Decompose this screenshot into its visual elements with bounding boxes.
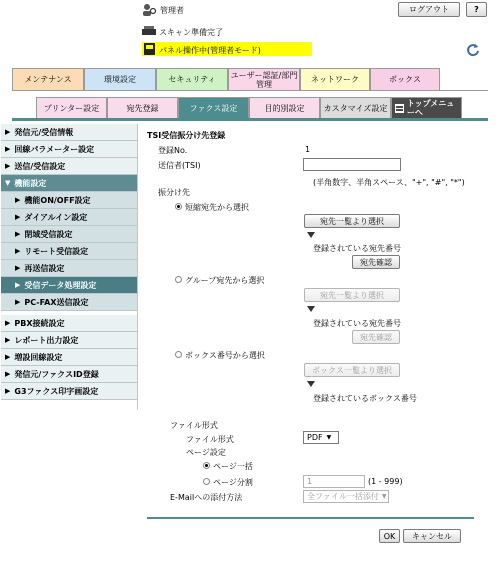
tab-fax-settings[interactable]: ファクス設定 [178, 97, 249, 118]
sender-hint: (半角数字、半角スペース、"+", "#", "*") [313, 178, 465, 187]
registered-group-label: 登録されている宛先番号 [313, 319, 401, 328]
tab-printer-settings[interactable]: プリンター設定 [36, 97, 107, 118]
tab-top-menu[interactable]: トップメニューへ [391, 97, 462, 118]
radio-page-all[interactable] [203, 462, 210, 469]
sidebar-item-resend[interactable]: ▶ 再送信設定 [1, 260, 137, 277]
tab-maintenance[interactable]: メンテナンス [12, 68, 84, 90]
refresh-icon[interactable] [466, 43, 480, 57]
logout-button[interactable]: ログアウト [398, 2, 460, 17]
arrow-right-icon: ▶ [5, 319, 11, 327]
sidebar-item-extra-line[interactable]: ▶ 増設回線設定 [1, 349, 137, 366]
email-attach-label: E-Mailへの添付方法 [170, 493, 243, 502]
radio-box-number[interactable] [175, 351, 182, 358]
arrow-right-icon: ▶ [15, 213, 21, 221]
tab-network[interactable]: ネットワーク [300, 68, 370, 90]
chevron-down-icon: ▼ [326, 434, 332, 441]
page-split-input[interactable]: 1 [303, 475, 365, 488]
radio-page-split[interactable] [203, 478, 210, 485]
page-split-label: ページ分割 [213, 478, 253, 487]
sidebar-item-function-onoff[interactable]: ▶ 機能ON/OFF設定 [1, 192, 137, 209]
arrow-right-icon: ▶ [15, 298, 21, 306]
arrow-down-icon [307, 381, 315, 387]
arrow-right-icon: ▶ [15, 196, 21, 204]
sidebar-item-closed-rx[interactable]: ▶ 閉域受信設定 [1, 226, 137, 243]
select-group-list-button[interactable]: 宛先一覧より選択 [304, 288, 400, 302]
sidebar-item-g3-print[interactable]: ▶ G3ファクス印字画設定 [1, 383, 137, 400]
arrow-right-icon: ▶ [5, 387, 11, 395]
file-format-select[interactable]: PDF ▼ [303, 431, 339, 444]
sender-label: 送信者(TSI) [158, 161, 201, 170]
opt-group-label: グループ宛先から選択 [185, 276, 265, 285]
dest-label: 振分け先 [158, 188, 190, 197]
sender-input[interactable] [303, 158, 401, 171]
arrow-right-icon: ▶ [5, 162, 11, 170]
select-dest-list-button[interactable]: 宛先一覧より選択 [304, 214, 400, 228]
arrow-down-icon: ▼ [5, 179, 11, 187]
tab-address-registration[interactable]: 宛先登録 [107, 97, 178, 118]
ok-button[interactable]: OK [379, 529, 400, 543]
help-button[interactable]: ? [466, 2, 487, 17]
radio-group-dest[interactable] [175, 276, 182, 283]
radio-short-dest[interactable] [175, 203, 182, 210]
arrow-right-icon: ▶ [5, 145, 11, 153]
sidebar-item-rx-data-processing[interactable]: ▶ 受信データ処理設定 [1, 277, 137, 294]
menu-icon [395, 104, 404, 113]
sidebar-item-sender-info[interactable]: ▶ 発信元/受信情報 [1, 124, 137, 141]
sidebar-item-report[interactable]: ▶ レポート出力設定 [1, 332, 137, 349]
main-tab-underline [12, 90, 488, 91]
cancel-button[interactable]: キャンセル [403, 529, 461, 543]
registered-box-label: 登録されているボックス番号 [313, 394, 417, 403]
arrow-right-icon: ▶ [5, 128, 11, 136]
sidebar-item-remote-rx[interactable]: ▶ リモート受信設定 [1, 243, 137, 260]
arrow-down-icon [307, 232, 315, 238]
arrow-right-icon: ▶ [15, 230, 21, 238]
file-format-section-label: ファイル形式 [170, 421, 218, 430]
opt-box-label: ボックス番号から選択 [185, 351, 265, 360]
tab-purpose-settings[interactable]: 目的別設定 [249, 97, 320, 118]
arrow-right-icon: ▶ [15, 247, 21, 255]
sidebar-item-fax-id[interactable]: ▶ 発信元/ファクスID登録 [1, 366, 137, 383]
chevron-down-icon: ▼ [381, 493, 387, 500]
reg-no-value: 1 [305, 145, 311, 154]
form-divider [147, 517, 474, 519]
sub-tab-bar-line [12, 118, 488, 121]
sidebar-item-line-params[interactable]: ▶ 回線パラメーター設定 [1, 141, 137, 158]
tab-user-auth[interactable]: ユーザー認証/部門管理 [228, 68, 300, 90]
opt-short-label: 短縮宛先から選択 [185, 203, 249, 212]
registered-dest-label: 登録されている宛先番号 [313, 244, 401, 253]
arrow-right-icon: ▶ [5, 370, 11, 378]
sidebar-item-tx-rx[interactable]: ▶ 送信/受信設定 [1, 158, 137, 175]
sidebar-item-function-settings[interactable]: ▼ 機能設定 [1, 175, 137, 192]
tab-customize-settings[interactable]: カスタマイズ設定 [320, 97, 391, 118]
panel-status-text: パネル操作中(管理者モード) [159, 46, 261, 55]
sidebar-item-pcfax[interactable]: ▶ PC-FAX送信設定 [1, 294, 137, 311]
select-box-list-button[interactable]: ボックス一覧より選択 [304, 363, 400, 377]
tab-environment[interactable]: 環境設定 [84, 68, 156, 90]
admin-label: 管理者 [160, 6, 184, 15]
scan-status: スキャン準備完了 [159, 28, 223, 37]
page-title: TSI受信振分け先登録 [147, 131, 226, 140]
file-format-label: ファイル形式 [186, 435, 234, 444]
page-split-range: (1 - 999) [368, 477, 403, 486]
page-setting-label: ページ設定 [186, 448, 226, 457]
arrow-right-icon: ▶ [15, 264, 21, 272]
arrow-right-icon: ▶ [5, 353, 11, 361]
page-all-label: ページ一括 [213, 462, 253, 471]
reg-no-label: 登録No. [158, 146, 188, 155]
panel-lock-icon [143, 42, 157, 56]
tab-box[interactable]: ボックス [370, 68, 440, 90]
admin-icon [142, 3, 156, 16]
email-attach-select[interactable]: 全ファイル一括添付 ▼ [303, 490, 389, 503]
arrow-right-icon: ▶ [5, 336, 11, 344]
scanner-icon [142, 26, 156, 36]
sidebar-item-pbx[interactable]: ▶ PBX接続設定 [1, 315, 137, 332]
sidebar-item-dial-in[interactable]: ▶ ダイアルイン設定 [1, 209, 137, 226]
arrow-down-icon [307, 306, 315, 312]
tab-security[interactable]: セキュリティ [156, 68, 228, 90]
arrow-right-icon: ▶ [15, 281, 21, 289]
confirm-dest-button[interactable]: 宛先確認 [352, 255, 400, 269]
confirm-group-button[interactable]: 宛先確認 [352, 330, 400, 344]
